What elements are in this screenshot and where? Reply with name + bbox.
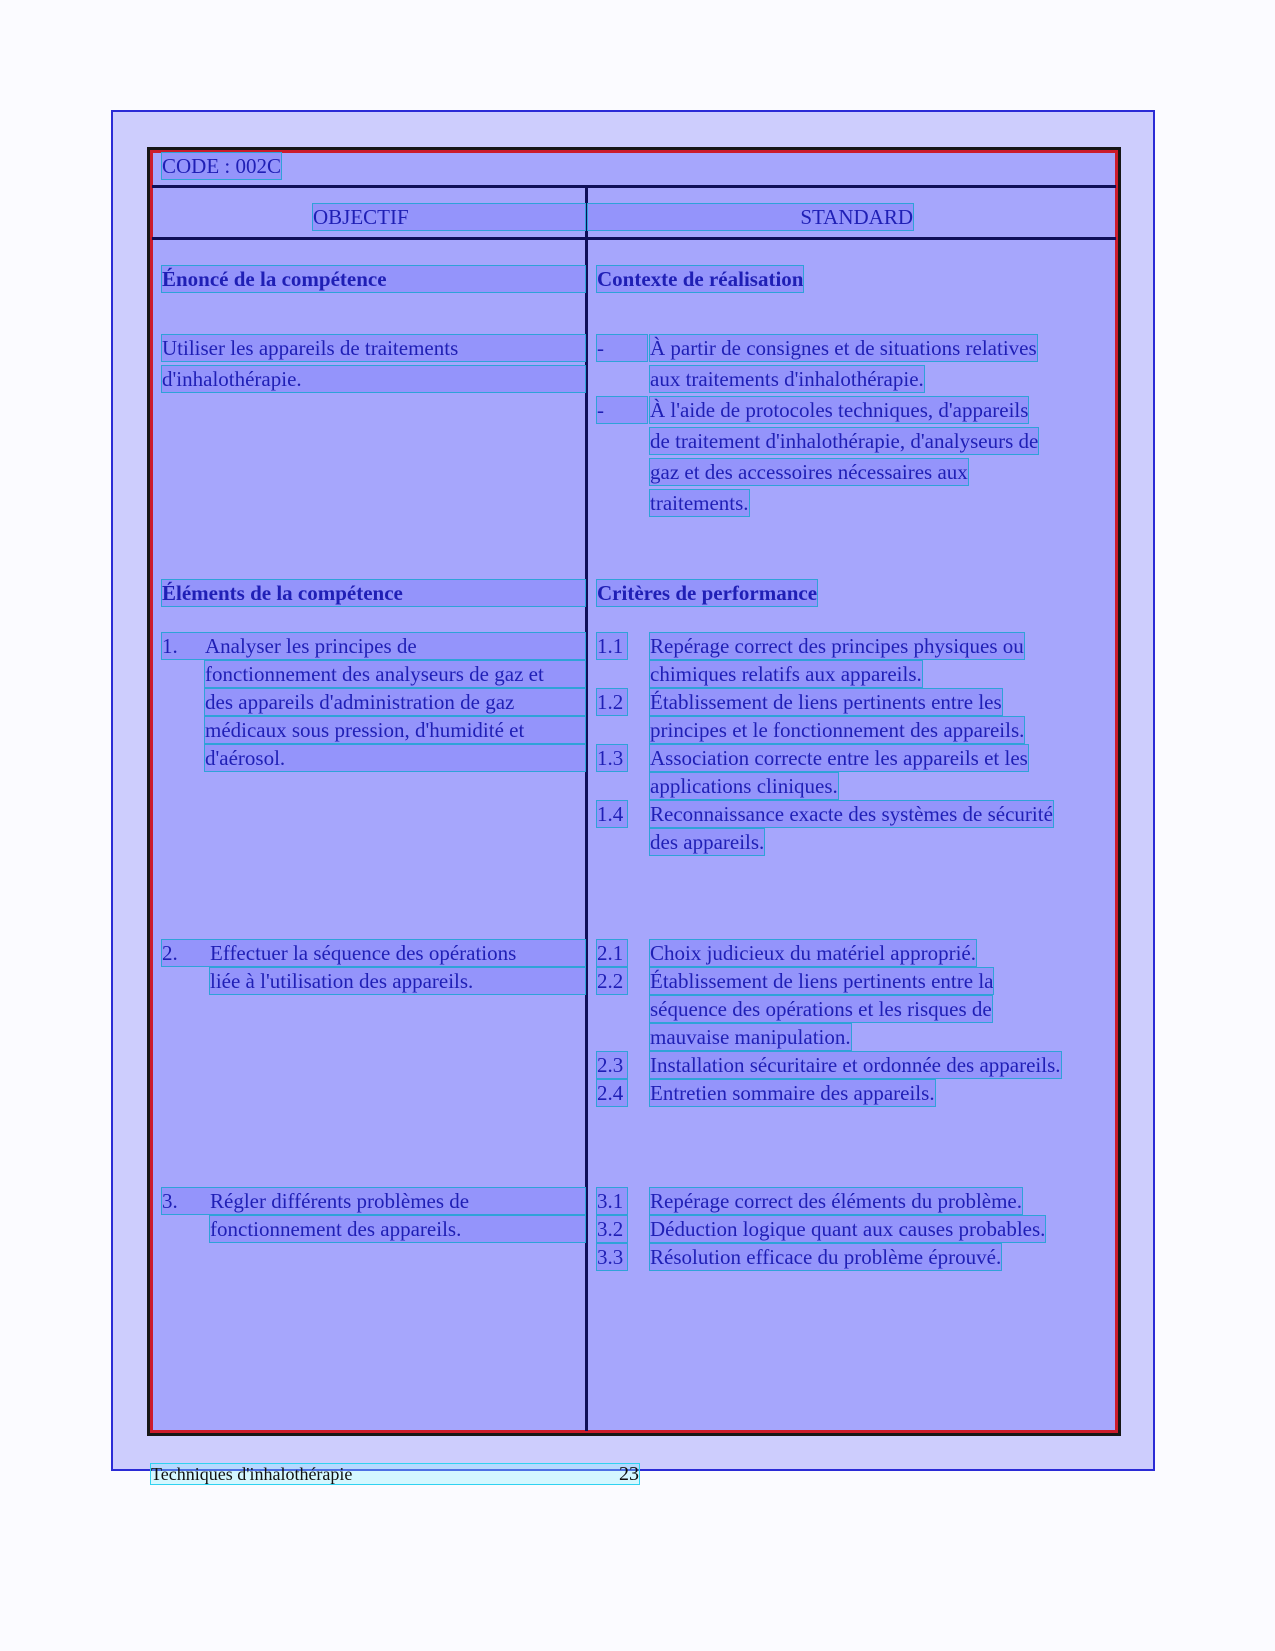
element-line: des appareils d'administration de gaz xyxy=(205,689,585,715)
contexte-line: gaz et des accessoires nécessaires aux xyxy=(650,460,968,484)
enonce-line: d'inhalothérapie. xyxy=(162,366,585,392)
enonce-line: Utiliser les appareils de traitements xyxy=(162,335,585,361)
element-line: d'aérosol. xyxy=(205,745,585,771)
contexte-line: À l'aide de protocoles techniques, d'appareils xyxy=(650,398,1029,422)
criteres-title: Critères de performance xyxy=(597,581,818,605)
criterion-number: 1.3 xyxy=(597,745,627,771)
criterion-number: 2.1 xyxy=(597,940,627,966)
criterion-line: principes et le fonctionnement des appareils. xyxy=(650,718,1025,742)
criterion-number: 1.1 xyxy=(597,633,627,659)
header-divider xyxy=(152,237,1116,240)
criterion-line: des appareils. xyxy=(650,830,765,854)
criterion-line: applications cliniques. xyxy=(650,774,838,798)
element-number: 2. xyxy=(162,940,585,966)
element-line: médicaux sous pression, d'humidité et xyxy=(205,717,585,743)
contexte-line: de traitement d'inhalothérapie, d'analyseurs de xyxy=(650,429,1039,453)
criterion-line: chimiques relatifs aux appareils. xyxy=(650,662,922,686)
criterion-line: Repérage correct des principes physiques ou xyxy=(650,634,1024,658)
elements-title: Éléments de la compétence xyxy=(162,580,585,606)
criterion-line: séquence des opérations et les risques de xyxy=(650,997,992,1021)
criterion-line: Choix judicieux du matériel approprié. xyxy=(650,941,976,965)
element-line: Effectuer la séquence des opérations xyxy=(210,941,517,965)
element-number: 3. xyxy=(162,1188,585,1214)
element-line: Régler différents problèmes de xyxy=(210,1189,470,1213)
page-footer xyxy=(150,1463,640,1485)
criterion-number: 1.4 xyxy=(597,801,627,827)
criterion-line: Installation sécuritaire et ordonnée des appareils. xyxy=(650,1053,1061,1077)
element-line: liée à l'utilisation des appareils. xyxy=(210,968,585,994)
criterion-number: 3.2 xyxy=(597,1216,627,1242)
criterion-line: Entretien sommaire des appareils. xyxy=(650,1081,935,1105)
criterion-line: Déduction logique quant aux causes probables. xyxy=(650,1217,1046,1241)
criterion-number: 2.4 xyxy=(597,1080,627,1106)
element-line: fonctionnement des analyseurs de gaz et xyxy=(205,661,585,687)
criterion-line: Établissement de liens pertinents entre la xyxy=(650,969,994,993)
contexte-line: À partir de consignes et de situations relatives xyxy=(650,336,1037,360)
enonce-title: Énoncé de la compétence xyxy=(162,266,585,292)
criterion-number: 1.2 xyxy=(597,689,627,715)
standard-header: STANDARD xyxy=(588,204,913,230)
criterion-line: mauvaise manipulation. xyxy=(650,1025,851,1049)
criterion-line: Établissement de liens pertinents entre les xyxy=(650,690,1002,714)
criterion-number: 2.3 xyxy=(597,1052,627,1078)
element-number: 1. xyxy=(162,633,585,659)
criterion-line: Repérage correct des éléments du problème. xyxy=(650,1189,1023,1213)
criterion-line: Reconnaissance exacte des systèmes de sécurité xyxy=(650,802,1053,826)
criterion-line: Association correcte entre les appareils et les xyxy=(650,746,1028,770)
page-number: 23 xyxy=(619,1463,639,1485)
contexte-title: Contexte de réalisation xyxy=(597,267,804,291)
criterion-number: 3.1 xyxy=(597,1188,627,1214)
contexte-line: traitements. xyxy=(650,491,749,515)
column-divider xyxy=(585,187,588,1431)
header-divider xyxy=(152,185,1116,188)
contexte-line: aux traitements d'inhalothérapie. xyxy=(650,367,924,391)
objectif-header: OBJECTIF xyxy=(313,204,585,230)
element-line: Analyser les principes de xyxy=(205,634,417,658)
criterion-line: Résolution efficace du problème éprouvé. xyxy=(650,1245,1002,1269)
criterion-number: 3.3 xyxy=(597,1244,627,1270)
contexte-bullet: - xyxy=(597,397,647,423)
footer-title: Techniques d'inhalothérapie xyxy=(151,1464,353,1484)
code-label: CODE : 002C xyxy=(162,154,282,178)
contexte-bullet: - xyxy=(597,335,647,361)
criterion-number: 2.2 xyxy=(597,968,627,994)
element-line: fonctionnement des appareils. xyxy=(210,1216,585,1242)
